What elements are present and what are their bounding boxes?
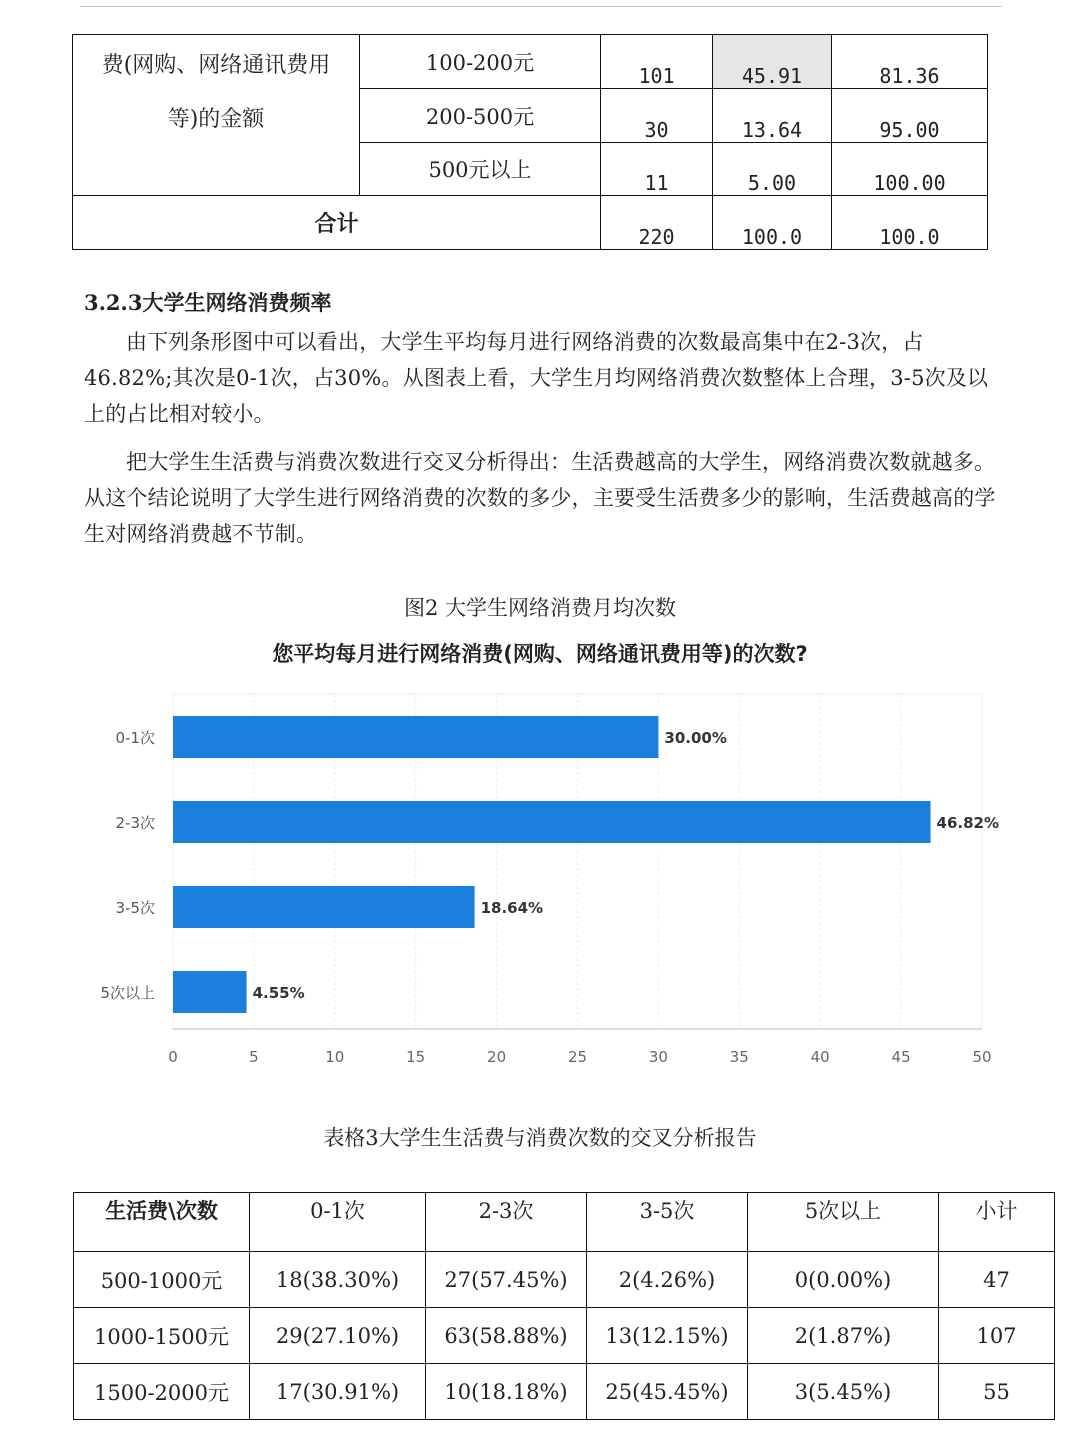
x-tick-label: 15 <box>406 1048 426 1066</box>
count-cell: 30 <box>601 89 713 143</box>
x-tick-label: 25 <box>567 1048 588 1066</box>
row-label: 500-1000元 <box>74 1252 250 1308</box>
section-heading: 3.2.3大学生网络消费频率 <box>84 290 332 315</box>
data-label: 4.55% <box>252 984 305 1002</box>
data-label: 18.64% <box>480 899 544 917</box>
table-caption: 表格3大学生生活费与消费次数的交叉分析报告 <box>323 1126 757 1150</box>
column-header: 2-3次 <box>426 1193 587 1252</box>
data-label: 30.00% <box>664 729 727 747</box>
data-cell: 27(57.45%) <box>426 1252 587 1308</box>
x-tick-label: 50 <box>972 1048 992 1066</box>
data-label: 46.82% <box>936 814 1000 832</box>
figure-caption: 图2 大学生网络消费月均次数 <box>403 596 677 620</box>
header-row <box>74 1193 1055 1252</box>
range-cell: 200-500元 <box>360 89 601 143</box>
x-tick-label: 45 <box>891 1048 911 1066</box>
category-label: 0-1次 <box>115 729 155 747</box>
header-rule <box>80 6 1002 7</box>
chart-title: 您平均每月进行网络消费(网购、网络通讯费用等)的次数? <box>272 642 808 666</box>
data-cell: 13(12.15%) <box>587 1308 748 1364</box>
percent-cell: 45.91 <box>713 35 832 89</box>
column-header: 小计 <box>939 1193 1055 1252</box>
x-tick-label: 0 <box>168 1048 178 1066</box>
count-cell: 101 <box>601 35 713 89</box>
data-cell: 63(58.88%) <box>426 1308 587 1364</box>
data-cell: 18(38.30%) <box>250 1252 426 1308</box>
data-cell: 29(27.10%) <box>250 1308 426 1364</box>
column-header: 3-5次 <box>587 1193 748 1252</box>
data-cell: 0(0.00%) <box>748 1252 939 1308</box>
range-cell: 500元以上 <box>360 143 601 196</box>
category-label: 2-3次 <box>115 814 155 832</box>
total-count: 220 <box>601 196 713 250</box>
bar-chart <box>80 686 1000 1076</box>
data-cell: 17(30.91%) <box>250 1364 426 1420</box>
amount-table <box>72 34 988 250</box>
data-cell: 10(18.18%) <box>426 1364 587 1420</box>
cumulative-cell: 100.00 <box>832 143 988 196</box>
x-tick-label: 40 <box>810 1048 830 1066</box>
total-label: 合计 <box>73 196 601 250</box>
bar <box>173 971 247 1013</box>
bar <box>173 716 658 758</box>
category-line: 等)的金额 <box>167 107 265 132</box>
table-row <box>74 1308 1055 1364</box>
bar <box>173 801 931 843</box>
subtotal-cell: 107 <box>939 1308 1055 1364</box>
category-label: 5次以上 <box>100 984 155 1002</box>
table-row <box>74 1364 1055 1420</box>
cross-analysis-table <box>73 1192 1055 1420</box>
category-label: 3-5次 <box>115 899 155 917</box>
subtotal-cell: 55 <box>939 1364 1055 1420</box>
x-tick-label: 30 <box>648 1048 668 1066</box>
paragraph: 把大学生生活费与消费次数进行交叉分析得出：生活费越高的大学生，网络消费次数就越多。从这个结论说明了大学生进行网络消费的次数的多少，主要受生活费多少的影响，生活费越高的学生对网络消费越不节制。 <box>84 450 996 546</box>
column-header: 生活费\次数 <box>74 1193 250 1252</box>
row-label: 1000-1500元 <box>74 1308 250 1364</box>
percent-cell: 5.00 <box>713 143 832 196</box>
subtotal-cell: 47 <box>939 1252 1055 1308</box>
percent-cell: 13.64 <box>713 89 832 143</box>
data-cell: 2(1.87%) <box>748 1308 939 1364</box>
total-cumulative: 100.0 <box>832 196 988 250</box>
table-row <box>73 35 988 89</box>
row-label: 1500-2000元 <box>74 1364 250 1420</box>
column-header: 0-1次 <box>250 1193 426 1252</box>
total-percent: 100.0 <box>713 196 832 250</box>
range-cell: 100-200元 <box>360 35 601 89</box>
paragraph: 由下列条形图中可以看出，大学生平均每月进行网络消费的次数最高集中在2-3次，占46.82%;其次是0-1次，占30%。从图表上看，大学生月均网络消费次数整体上合理，3-5次及以上的占比相对较小。 <box>84 330 989 426</box>
x-tick-label: 5 <box>249 1048 259 1066</box>
bar <box>173 886 475 928</box>
table-row <box>74 1252 1055 1308</box>
column-header: 5次以上 <box>748 1193 939 1252</box>
x-tick-label: 10 <box>325 1048 345 1066</box>
data-cell: 2(4.26%) <box>587 1252 748 1308</box>
data-cell: 3(5.45%) <box>748 1364 939 1420</box>
cumulative-cell: 81.36 <box>832 35 988 89</box>
x-tick-label: 20 <box>487 1048 507 1066</box>
category-line: 费(网购、网络通讯费用 <box>101 53 331 78</box>
x-tick-label: 35 <box>729 1048 749 1066</box>
total-row <box>73 196 988 250</box>
count-cell: 11 <box>601 143 713 196</box>
cumulative-cell: 95.00 <box>832 89 988 143</box>
category-cell <box>73 35 360 196</box>
data-cell: 25(45.45%) <box>587 1364 748 1420</box>
